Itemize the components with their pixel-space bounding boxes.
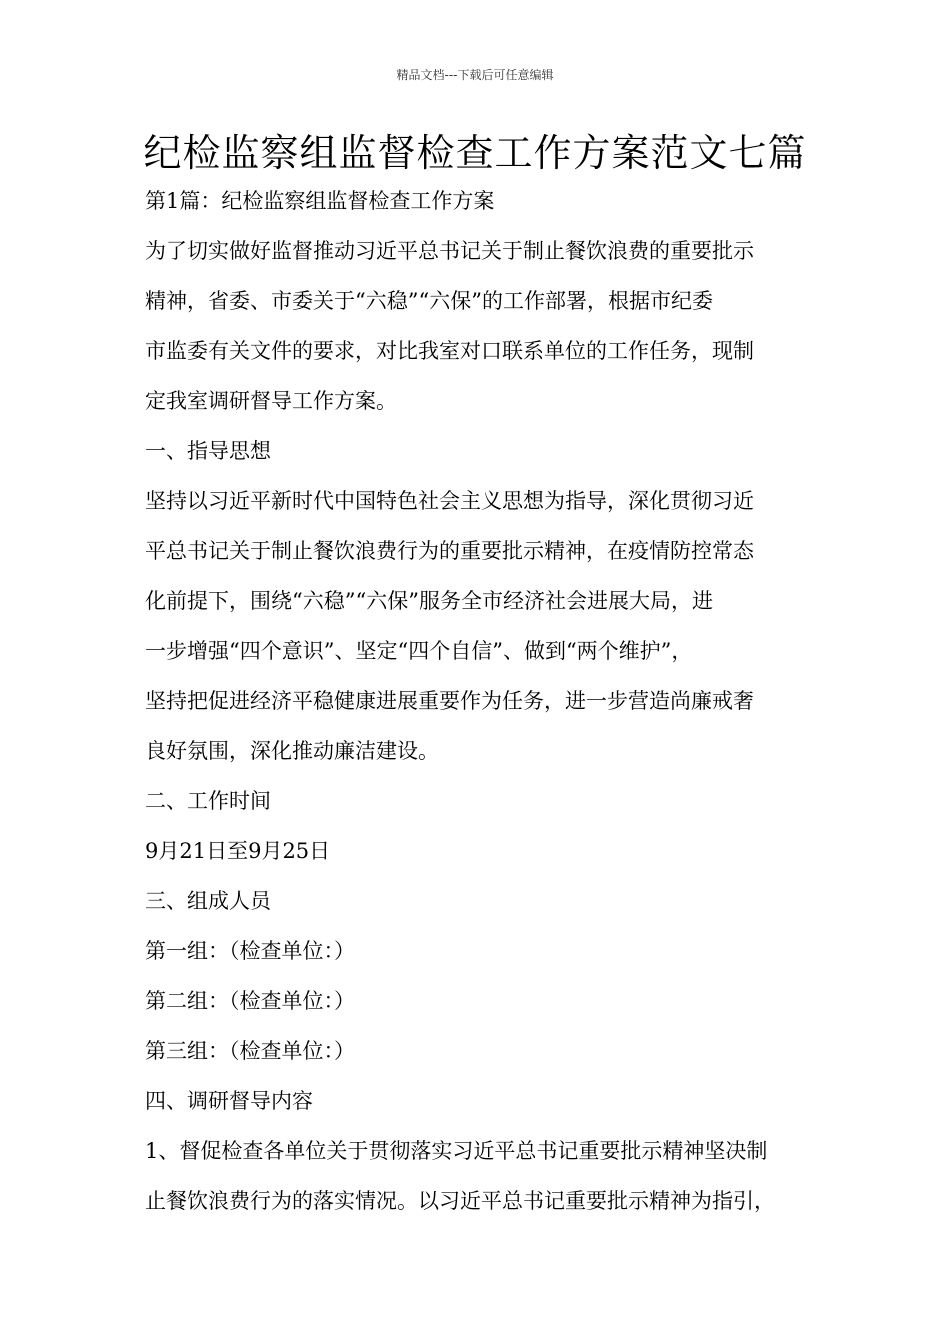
group-item: 第三组：（检查单位：） bbox=[145, 1039, 355, 1063]
guiding-thought-paragraph bbox=[145, 476, 835, 776]
paragraph-line: 1、督促检查各单位关于贯彻落实习近平总书记重要批示精神坚决制 bbox=[145, 1139, 768, 1163]
paragraph-line: 精神，省委、市委关于“六稳”“六保”的工作部署，根据市纪委 bbox=[145, 289, 713, 313]
paragraph-line: 定我室调研督导工作方案。 bbox=[145, 389, 397, 413]
paragraph-line: 为了切实做好监督推动习近平总书记关于制止餐饮浪费的重要批示 bbox=[145, 239, 754, 263]
paragraph-line: 坚持以习近平新时代中国特色社会主义思想为指导，深化贯彻习近 bbox=[145, 489, 754, 513]
section-heading-guiding-thought: 一、指导思想 bbox=[145, 439, 271, 463]
group-item: 第一组：（检查单位：） bbox=[145, 939, 355, 963]
section-heading-supervision-content: 四、调研督导内容 bbox=[145, 1089, 313, 1113]
group-item: 第二组：（检查单位：） bbox=[145, 989, 355, 1013]
paragraph-line: 止餐饮浪费行为的落实情况。以习近平总书记重要批示精神为指引， bbox=[145, 1189, 775, 1213]
supervision-content-paragraph bbox=[145, 1126, 835, 1226]
paragraph-line: 一步增强“四个意识”、坚定“四个自信”、做到“两个维护”， bbox=[145, 639, 693, 663]
paragraph-line: 市监委有关文件的要求，对比我室对口联系单位的工作任务，现制 bbox=[145, 339, 754, 363]
section-heading-members: 三、组成人员 bbox=[145, 889, 271, 913]
document-title: 纪检监察组监督检查工作方案范文七篇 bbox=[143, 131, 807, 175]
chapter-subtitle: 第1篇：纪检监察组监督检查工作方案 bbox=[145, 189, 495, 213]
work-time-text: 9月21日至9月25日 bbox=[145, 839, 331, 863]
paragraph-line: 坚持把促进经济平稳健康进展重要作为任务，进一步营造尚廉戒奢 bbox=[145, 689, 754, 713]
paragraph-line: 平总书记关于制止餐饮浪费行为的重要批示精神，在疫情防控常态 bbox=[145, 539, 754, 563]
section-heading-work-time: 二、工作时间 bbox=[145, 789, 271, 813]
paragraph-line: 化前提下，围绕“六稳”“六保”服务全市经济社会进展大局，进 bbox=[145, 589, 713, 613]
intro-paragraph bbox=[145, 226, 835, 426]
document-body bbox=[145, 176, 835, 1226]
header-note: 精品文档---下载后可任意编辑 bbox=[396, 68, 554, 82]
paragraph-line: 良好氛围，深化推动廉洁建设。 bbox=[145, 739, 439, 763]
